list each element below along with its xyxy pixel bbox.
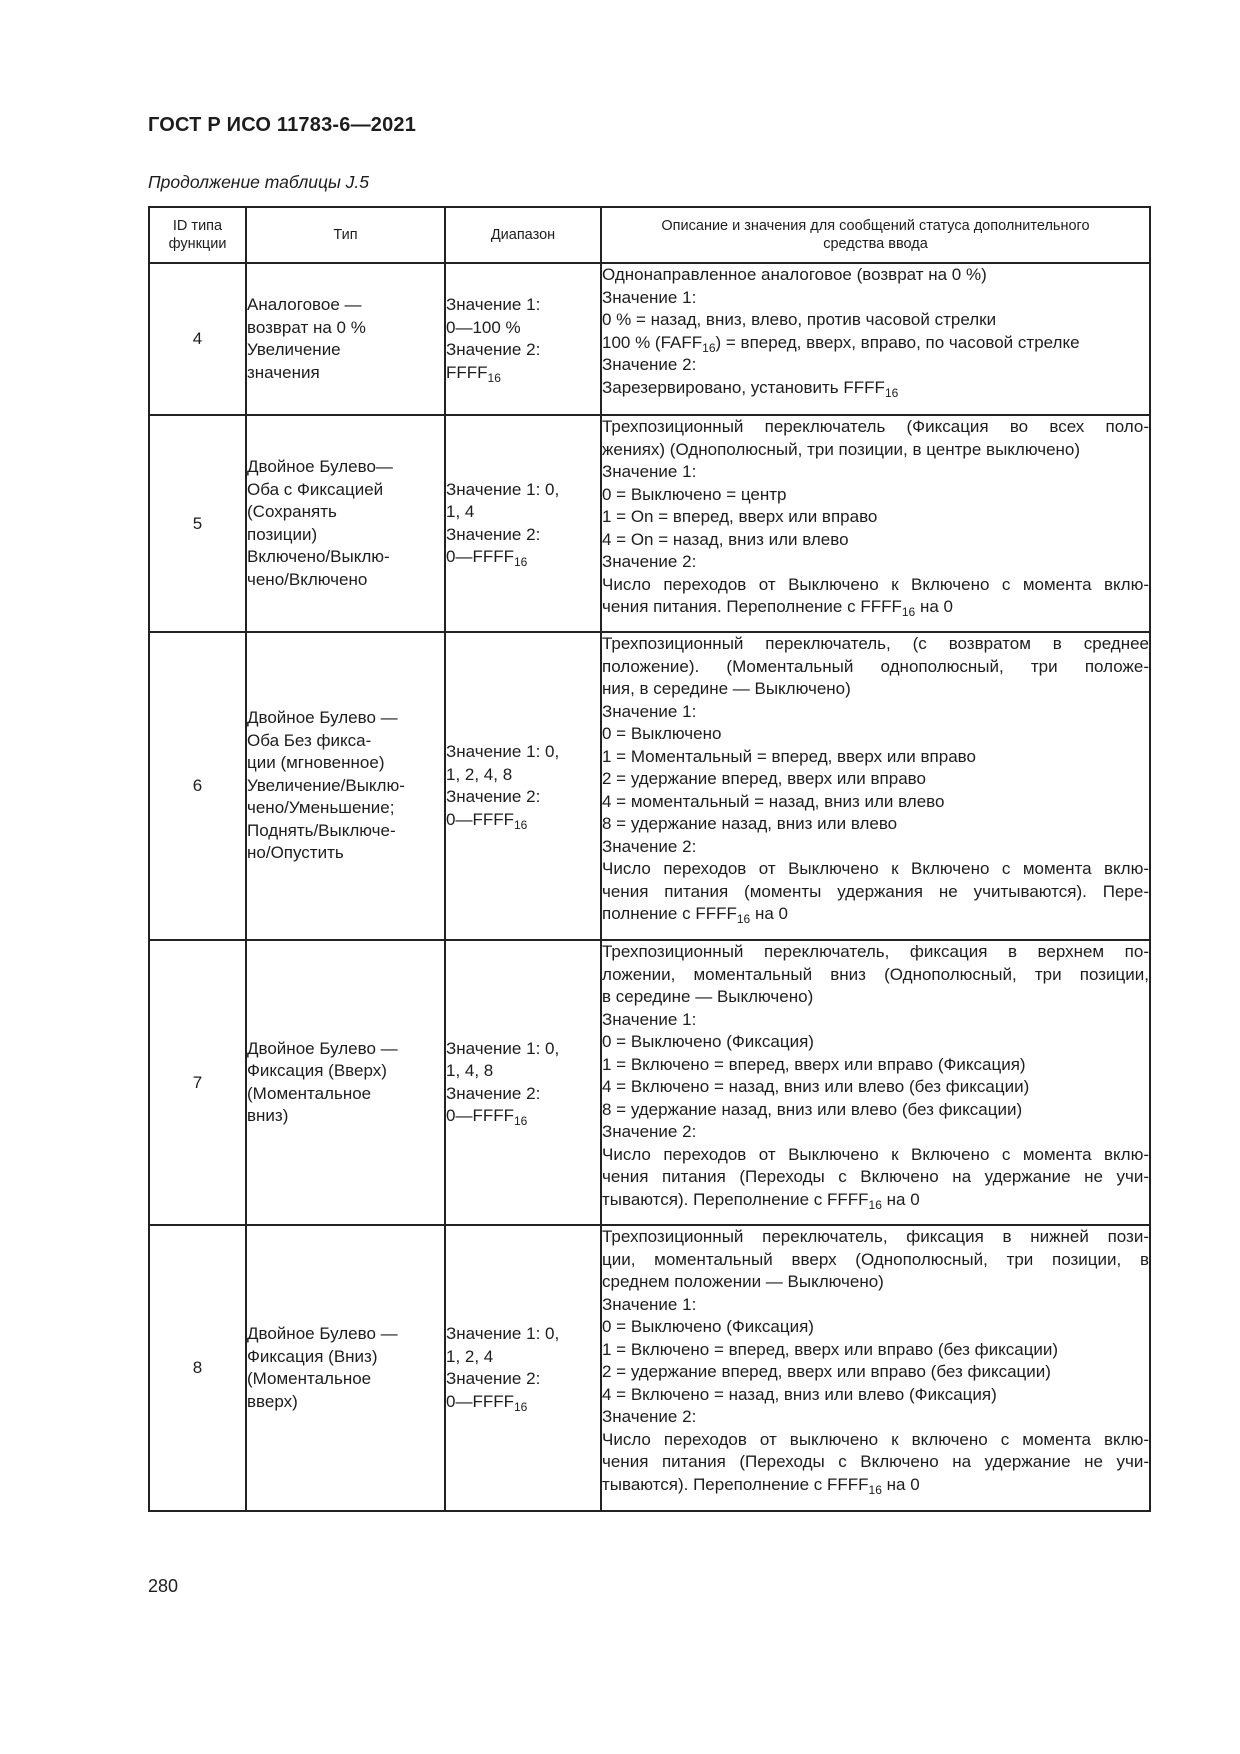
- cell-description: Однонаправленное аналоговое (возврат на 0 %) Значение 1: 0 % = назад, вниз, влево, против часовой стрелки 100 % $(FAFF_{16})$ = вперед, вверх, вправо, по часовой стрелке Значение 2: Зарезервировано, установить $FFFF_{16}$: [601, 263, 1150, 415]
- cell-description: Трехпозиционный переключатель (Фиксация во всех поло- жениях) (Однополюсный, три позиции, в центре выключено) Значение 1: 0 = Выключено = центр 1 = On = вперед, вверх или вправо 4 = On = назад, вниз или влево Значение 2: Число переходов от Выключено к Включено с момента вклю- чения питания. Переполнение с $FFFF_{16}$ на 0: [601, 415, 1150, 632]
- cell-description: Трехпозиционный переключатель, фиксация в верхнем по- ложении, моментальный вниз (Однополюсный, три позиции, в середине — Выключено) Значение 1: 0 = Выключено (Фиксация) 1 = Включено = вперед, вверх или вправо (Фиксация) 4 = Включено = назад, вниз или влево (без фиксации) 8 = удержание назад, вниз или влево (без фиксации) Значение 2: Число переходов от Выключено к Включено с момента вклю- чения питания (Переходы с Включено на удержание не учи- тываются). Переполнение с $FFFF_{16}$ на 0: [601, 940, 1150, 1225]
- table-row: [149, 940, 1150, 1225]
- page-number: 280: [148, 1576, 179, 1596]
- cell-range: Значение 1: 0, 1, 2, 4 Значение 2: $0—FFFF_{16}$: [445, 1225, 601, 1511]
- header-range: Диапазон: [445, 207, 601, 263]
- function-type-table: [148, 206, 1151, 1512]
- header-function-id: ID типа функции: [149, 207, 246, 263]
- cell-function-id: 5: [149, 415, 246, 632]
- table-header-row: [149, 207, 1150, 263]
- cell-range: Значение 1: 0, 1, 4 Значение 2: $0—FFFF_{16}$: [445, 415, 601, 632]
- table-row: [149, 1225, 1150, 1511]
- cell-range: Значение 1: 0—100 % Значение 2: $FFFF_{16}$: [445, 263, 601, 415]
- table-caption: Продолжение таблицы J.5: [148, 172, 370, 192]
- document-code: ГОСТ Р ИСО 11783-6—2021: [148, 114, 417, 136]
- cell-function-id: 6: [149, 632, 246, 940]
- table-row: [149, 263, 1150, 415]
- cell-type: Двойное Булево — Оба Без фикса- ции (мгновенное) Увеличение/Выклю- чено/Уменьшение; Поднять/Выключе- но/Опустить: [246, 632, 445, 940]
- table-row: [149, 415, 1150, 632]
- header-type: Тип: [246, 207, 445, 263]
- cell-function-id: 8: [149, 1225, 246, 1511]
- cell-type: Двойное Булево — Фиксация (Вверх) (Моментальное вниз): [246, 940, 445, 1225]
- cell-description: Трехпозиционный переключатель, фиксация в нижней пози- ции, моментальный вверх (Однополюсный, три позиции, в среднем положении — Выключено) Значение 1: 0 = Выключено (Фиксация) 1 = Включено = вперед, вверх или вправо (без фиксации) 2 = удержание вперед, вверх или вправо (без фиксации) 4 = Включено = назад, вниз или влево (Фиксация) Значение 2: Число переходов от выключено к включено с момента вклю- чения питания (Переходы с Включено на удержание не учи- тываются). Переполнение с $FFFF_{16}$ на 0: [601, 1225, 1150, 1511]
- cell-description: Трехпозиционный переключатель, (с возвратом в среднее положение). (Моментальный однополюсный, три положе- ния, в середине — Выключено) Значение 1: 0 = Выключено 1 = Моментальный = вперед, вверх или вправо 2 = удержание вперед, вверх или вправо 4 = моментальный = назад, вниз или влево 8 = удержание назад, вниз или влево Значение 2: Число переходов от Выключено к Включено с момента вклю- чения питания (моменты удержания не учитываются). Пере- полнение с $FFFF_{16}$ на 0: [601, 632, 1150, 940]
- cell-function-id: 4: [149, 263, 246, 415]
- cell-type: Двойное Булево— Оба с Фиксацией (Сохранять позиции) Включено/Выклю- чено/Включено: [246, 415, 445, 632]
- cell-range: Значение 1: 0, 1, 2, 4, 8 Значение 2: $0—FFFF_{16}$: [445, 632, 601, 940]
- cell-function-id: 7: [149, 940, 246, 1225]
- cell-type: Двойное Булево — Фиксация (Вниз) (Моментальное вверх): [246, 1225, 445, 1511]
- cell-range: Значение 1: 0, 1, 4, 8 Значение 2: $0—FFFF_{16}$: [445, 940, 601, 1225]
- cell-type: Аналоговое — возврат на 0 % Увеличение значения: [246, 263, 445, 415]
- header-description: Описание и значения для сообщений статуса дополнительного средства ввода: [601, 207, 1150, 263]
- table-row: [149, 632, 1150, 940]
